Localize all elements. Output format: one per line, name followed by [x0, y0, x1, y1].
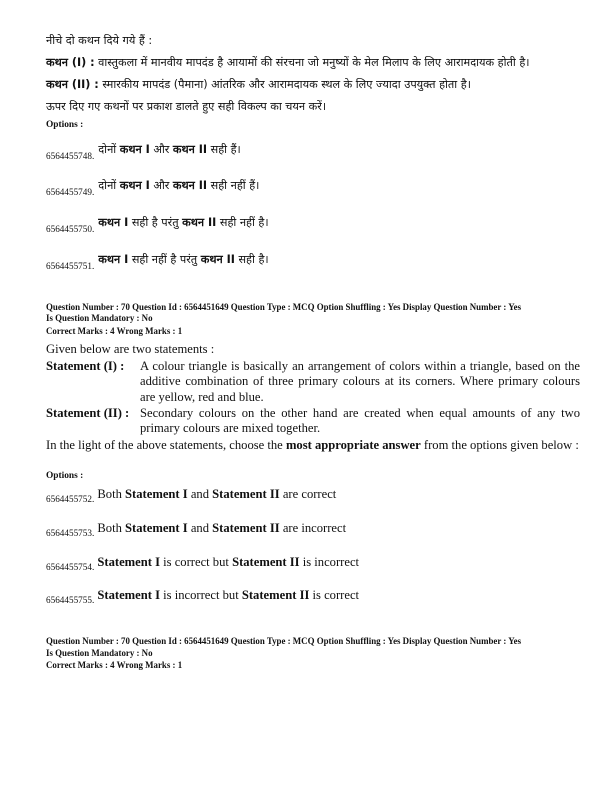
option-mid: सही नहीं है परंतु: [131, 253, 198, 266]
hindi-statement-1: [46, 55, 530, 70]
instruction-pre: In the light of the above statements, choose the: [46, 438, 283, 452]
option-statement-1: कथन I: [98, 216, 129, 229]
option-statement-1: कथन I: [119, 143, 150, 156]
hindi-statement-1-label: कथन (I) :: [46, 56, 95, 69]
option-pre: Both: [97, 487, 122, 501]
option-mid: सही है परंतु: [131, 216, 179, 229]
option-statement-2: Statement II: [232, 555, 300, 569]
option-statement-2: कथन II: [172, 179, 208, 192]
option-mid: is incorrect but: [163, 588, 239, 602]
question-meta-line2: Is Question Mandatory : No: [46, 313, 153, 323]
hindi-option[interactable]: [46, 213, 269, 234]
option-mid: और: [153, 179, 170, 192]
option-statement-1: Statement I: [97, 555, 160, 569]
option-id: 6564455755.: [46, 595, 95, 605]
english-statement-1-label: Statement (I) :: [46, 359, 125, 373]
option-statement-2: Statement II: [212, 521, 280, 535]
question-meta-2-line2: Is Question Mandatory : No: [46, 648, 153, 658]
option-post: सही हैं।: [210, 143, 241, 156]
question-meta-line1: Question Number : 70 Question Id : 6564451649 Question Type : MCQ Option Shuffling : Yes Display Question Number : Yes: [46, 302, 522, 312]
english-option[interactable]: [46, 487, 336, 502]
option-id: 6564455748.: [46, 151, 95, 161]
english-instruction: [46, 438, 580, 453]
instruction-post: from the options given below :: [423, 438, 579, 452]
option-statement-2: Statement II: [212, 487, 280, 501]
option-pre: दोनों: [98, 179, 117, 192]
option-post: are correct: [282, 487, 337, 501]
option-pre: दोनों: [98, 143, 117, 156]
hindi-intro: नीचे दो कथन दिये गये हैं :: [46, 34, 153, 47]
option-post: सही नहीं हैं।: [210, 179, 260, 192]
hindi-statement-2: [46, 77, 471, 92]
english-statement-2-text: Secondary colours on the other hand are created when equal amounts of any two primary colours are mixed together.: [140, 406, 580, 436]
option-id: 6564455750.: [46, 224, 95, 234]
option-statement-1: Statement I: [125, 521, 188, 535]
option-statement-1: कथन I: [119, 179, 150, 192]
question-meta-2-line3: Correct Marks : 4 Wrong Marks : 1: [46, 660, 183, 670]
question-meta-line3: Correct Marks : 4 Wrong Marks : 1: [46, 326, 183, 336]
option-statement-1: Statement I: [125, 487, 188, 501]
option-post: is incorrect: [302, 555, 360, 569]
question-meta-2-line1: Question Number : 70 Question Id : 6564451649 Question Type : MCQ Option Shuffling : Yes Display Question Number : Yes: [46, 636, 522, 646]
option-statement-1: कथन I: [98, 253, 129, 266]
english-option[interactable]: [46, 588, 359, 603]
hindi-statement-1-text: वास्तुकला में मानवीय मापदंड है आयामों की संरचना जो मनुष्यों के मेल मिलाप के लिए आरामदायक होती है।: [98, 56, 530, 69]
option-id: 6564455749.: [46, 187, 95, 197]
option-id: 6564455753.: [46, 528, 95, 538]
english-statement-1-text: A colour triangle is basically an arrangement of colors within a triangle, based on the additive combination of three primary colours at its corners. Where primary colours are yellow, red and blue.: [140, 359, 580, 404]
english-statement-2-label: Statement (II) :: [46, 406, 130, 420]
hindi-instruction: ऊपर दिए गए कथनों पर प्रकाश डालते हुए सही विकल्प का चयन करें।: [46, 100, 327, 113]
option-mid: and: [190, 487, 209, 501]
hindi-statement-2-label: कथन (II) :: [46, 78, 99, 91]
option-id: 6564455751.: [46, 261, 95, 271]
hindi-statement-2-text: स्मारकीय मापदंड (पैमाना) आंतरिक और आरामदायक स्थल के लिए ज्यादा उपयुक्त होता है।: [102, 78, 471, 91]
option-mid: and: [190, 521, 209, 535]
option-post: सही नहीं है।: [219, 216, 269, 229]
hindi-option[interactable]: [46, 140, 241, 161]
hindi-option[interactable]: [46, 176, 260, 197]
option-post: are incorrect: [282, 521, 347, 535]
english-option[interactable]: [46, 521, 346, 536]
option-post: is correct: [312, 588, 360, 602]
english-options-label: Options :: [46, 471, 84, 481]
option-statement-2: कथन II: [172, 143, 208, 156]
option-mid: और: [153, 143, 170, 156]
option-statement-2: कथन II: [200, 253, 235, 266]
option-post: सही है।: [238, 253, 269, 266]
english-intro: Given below are two statements :: [46, 342, 215, 356]
option-statement-1: Statement I: [97, 588, 160, 602]
hindi-option[interactable]: [46, 250, 269, 271]
hindi-options-label: Options :: [46, 120, 84, 130]
option-statement-2: Statement II: [241, 588, 310, 602]
option-id: 6564455752.: [46, 494, 95, 504]
option-statement-2: कथन II: [182, 216, 217, 229]
option-mid: is correct but: [163, 555, 229, 569]
english-option[interactable]: [46, 555, 359, 570]
option-id: 6564455754.: [46, 562, 95, 572]
option-pre: Both: [97, 521, 122, 535]
instruction-bold: most appropriate answer: [285, 438, 421, 452]
